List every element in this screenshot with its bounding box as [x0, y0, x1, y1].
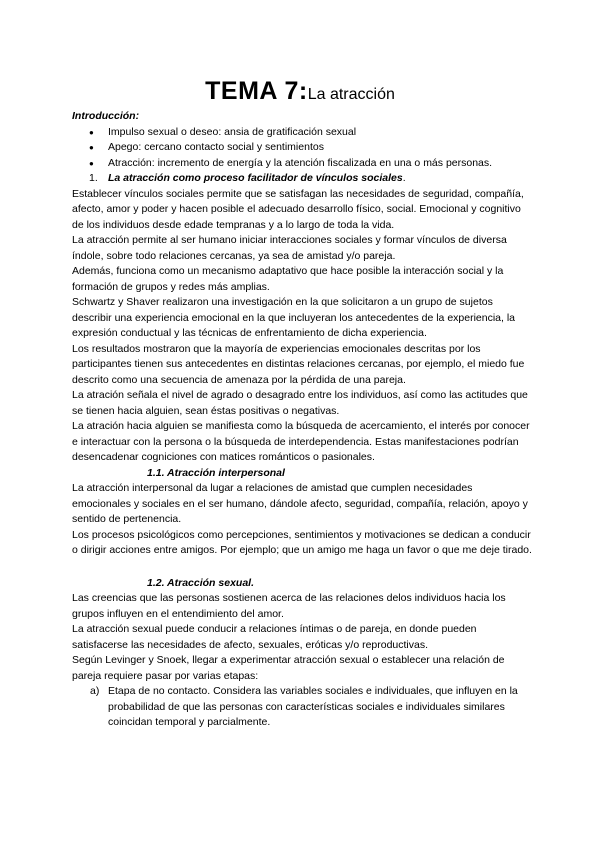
section-1-paragraph: La atración hacia alguien se manifiesta como la búsqueda de acercamiento, el interés por conocer e interactuar con la persona o la búsqueda de interdependencia. Estas manifestaciones podrían desencadenar cogniciones con matices románticos o pasionales.: [72, 420, 530, 463]
stage-list-marker: a): [90, 685, 100, 697]
section-1-1-paragraph: La atracción interpersonal da lugar a relaciones de amistad que cumplen necesidades emocionales y sociales en el ser humano, dándole afecto, seguridad, compañía, relación, apoyo y sentido de pertenencia.: [72, 482, 528, 525]
title-subtitle: La atracción: [307, 86, 395, 103]
intro-bullet-item: ● Impulso sexual o deseo: ansia de gratificación sexual: [72, 125, 532, 141]
section-1-2-paragraph: La atracción sexual puede conducir a relaciones íntimas o de pareja, en donde pueden satisfacerse las necesidades de afecto, sexuales, eróticas y/o reproductivas.: [72, 623, 477, 651]
section-1-2-paragraph: Según Levinger y Snoek, llegar a experimentar atracción sexual o establecer una relación de pareja requiere pasar por varias etapas:: [72, 654, 505, 682]
intro-bullet-item: ● Atracción: incremento de energía y la atención fiscalizada en una o más personas.: [72, 156, 532, 172]
section-1-paragraph: Establecer vínculos sociales permite que se satisfagan las necesidades de seguridad, compañía, afecto, amor y poder y hacen posible el adecuado desarrollo físico, social. Emocional y cognitivo de los individuos desde edade tempranas y a lo largo de toda la vida.: [72, 187, 524, 231]
intro-bullet-item: ● Apego: cercano contacto social y sentimientos: [72, 140, 532, 156]
section-1-1-heading: 1.1. Atracción interpersonal: [147, 466, 285, 479]
section-1-paragraph: Schwartz y Shaver realizaron una investigación en la que solicitaron a un grupo de sujetos describir una experiencia emocional en la que incluyeran los antecedentes de la experiencia, la expresión conductual y las técnicas de enfrentamiento de dicha experiencia.: [72, 296, 516, 339]
section-1-heading: [72, 171, 532, 187]
stage-list-text: Etapa de no contacto. Considera las variables sociales e individuales, que influyen en la probabilidad de que las personas con características sociales e individuales similares coincidan temporal y parcialmente.: [108, 685, 518, 728]
section-1-number: 1.: [89, 172, 98, 184]
section-1-1-paragraph: Los procesos psicológicos como percepciones, sentimientos y motivaciones se dedican a conducir o dirigir acciones entre amigos. Por ejemplo; que un amigo me haga un favor o que me deje tirado.: [72, 528, 532, 556]
section-1-paragraph: La atración señala el nivel de agrado o desagrado entre los individuos, así como las actitudes que se tienen hacia alguien, sean éstas positivas o negativas.: [72, 389, 528, 417]
title-main: TEMA 7:: [205, 77, 308, 105]
section-1-2-heading: 1.2. Atracción sexual.: [147, 576, 254, 589]
section-1-title: La atracción como proceso facilitador de vínculos sociales: [108, 172, 403, 184]
section-1-title-suffix: .: [402, 172, 406, 184]
spacer: [72, 559, 532, 576]
document-body: [72, 109, 532, 731]
intro-bullet-list: [72, 125, 532, 172]
stage-list-item: [72, 684, 532, 731]
section-1-2-paragraph: Las creencias que las personas sostienen acerca de las relaciones delos individuos hacia los grupos influyen en el entendimiento del amor.: [72, 592, 506, 620]
section-1-paragraph: Además, funciona como un mecanismo adaptativo que hace posible la interacción social y la formación de grupos y redes más amplias.: [72, 265, 504, 293]
intro-heading: Introducción:: [72, 110, 140, 122]
section-1-paragraph: Los resultados mostraron que la mayoría de experiencias emocionales descritas por los participantes tienen sus antecedentes en distintas relaciones cercanas, por ejemplo, el miedo fue descrito como una secuencia de amenaza por la pérdida de una pareja.: [72, 342, 525, 386]
page-title: [0, 76, 600, 110]
section-1-paragraph: La atracción permite al ser humano iniciar interacciones sociales y formar vínculos de diversa índole, sobre todo relaciones cercanas, ya sea de amistad y/o pareja.: [72, 234, 507, 262]
